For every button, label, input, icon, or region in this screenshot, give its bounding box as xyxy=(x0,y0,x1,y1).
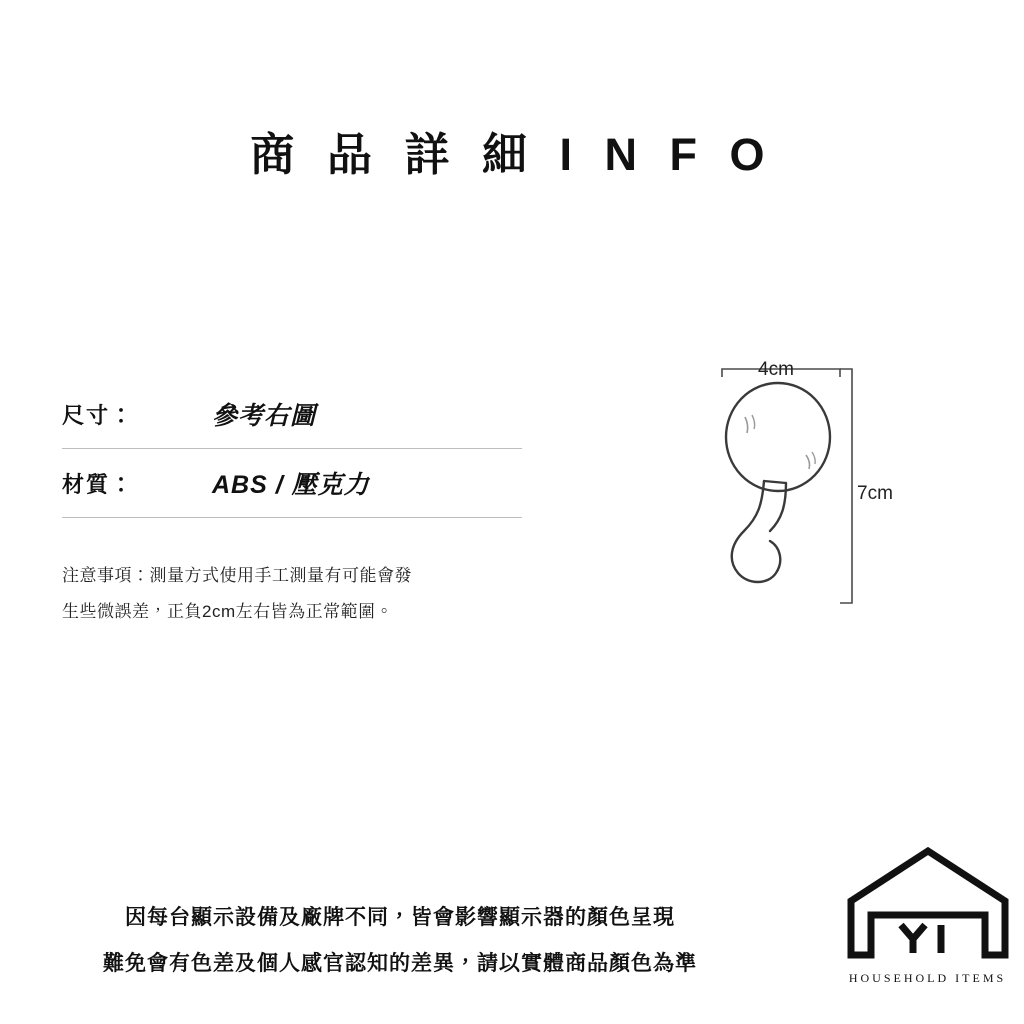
color-disclaimer-line-2: 難免會有色差及個人感官認知的差異，請以實體商品顏色為準 xyxy=(103,952,697,976)
measurement-note-line-1: 注意事項：測量方式使用手工測量有可能會發 xyxy=(62,566,412,585)
brand-logo xyxy=(840,845,1015,986)
spec-value-material: ABS / 壓克力 xyxy=(212,471,370,499)
table-row xyxy=(62,449,522,518)
spec-table xyxy=(62,380,522,518)
spec-value-size: 參考右圖 xyxy=(212,402,317,430)
spec-label-material: 材質： xyxy=(62,471,135,497)
brand-caption: HOUSEHOLD ITEMS xyxy=(848,971,1007,985)
dimension-height-label: 7cm xyxy=(857,483,893,504)
color-disclaimer xyxy=(0,895,800,987)
measurement-note-line-2: 生些微誤差，正負2cm左右皆為正常範圍。 xyxy=(62,601,394,621)
measurement-note xyxy=(62,558,542,629)
dimension-width-label: 4cm xyxy=(758,359,794,380)
product-diagram xyxy=(700,355,940,635)
page-title: 商 品 詳 細 I N F O xyxy=(249,129,775,180)
color-disclaimer-line-1: 因每台顯示設備及廠牌不同，皆會影響顯示器的顏色呈現 xyxy=(125,906,675,929)
hook-drawing-icon xyxy=(700,355,940,635)
spec-label-size: 尺寸： xyxy=(62,402,135,428)
table-row xyxy=(62,380,522,449)
house-logo-icon xyxy=(843,845,1013,965)
